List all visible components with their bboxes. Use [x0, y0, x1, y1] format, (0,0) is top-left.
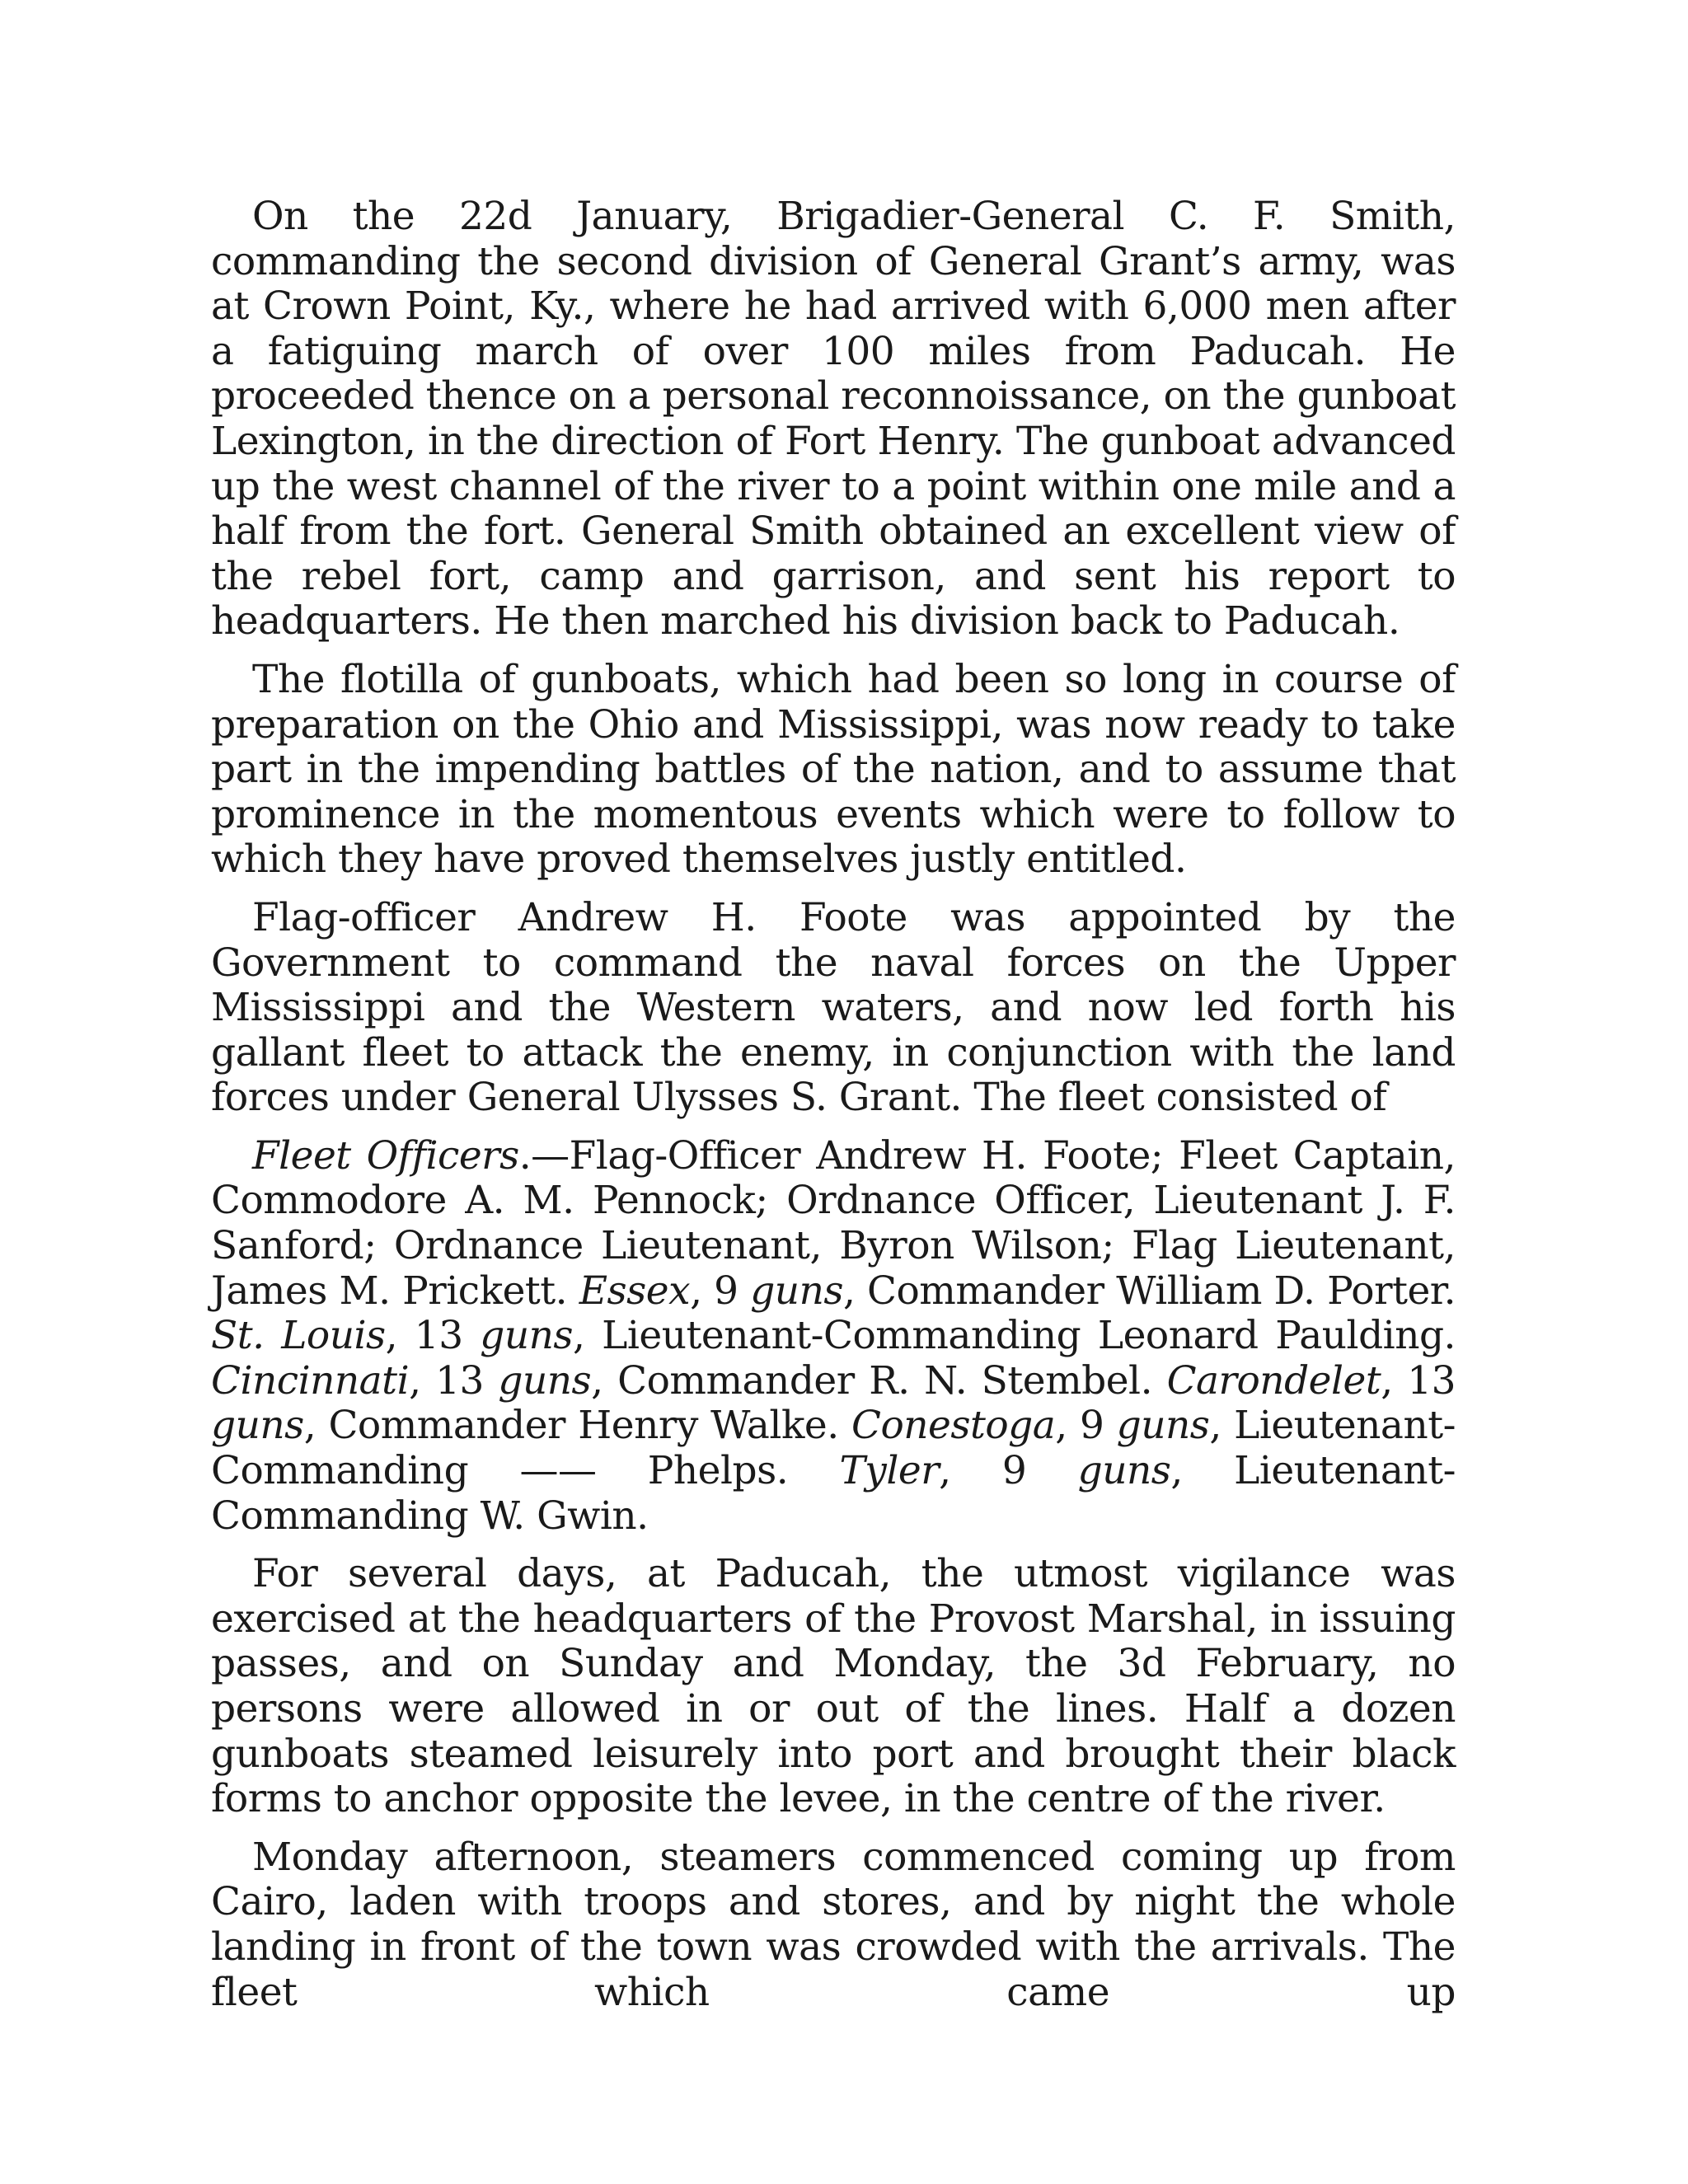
text-run: Flag-officer Andrew H. Foote was appointed by the Government to command the naval forces on the Upper Mississippi and the Western waters, and now led forth his gallant fleet to attack the enemy, in conjunction with the land forces under General Ulysses S. Grant. The fleet consisted of	[211, 894, 1456, 1121]
paragraph-gunboat-flotilla	[211, 658, 1456, 883]
text-run: , 13	[409, 1357, 499, 1404]
text-run: .—Flag-Officer Andrew H. Foote; Fleet Captain, Commodore A. M. Pennock; Ordnance Officer, Lieutenant J. F. Sanford; Ordnance Lieutenant, Byron Wilson; Flag Lieutenant, James M. Prickett.	[211, 1132, 1456, 1314]
text-run: The flotilla of gunboats, which had been so long in course of preparation on the Ohio and Mississippi, was now ready to take part in the impending battles of the nation, and to assume that prominence in the momentous events which were to follow to which they have proved themselves justly entitled.	[211, 656, 1456, 883]
text-run: On the 22d January, Brigadier-General C. F. Smith, commanding the second division of General Grant’s army, was at Crown Point, Ky., where he had arrived with 6,000 men after a fatiguing march of over 100 miles from Paducah. He proceeded thence on a personal reconnoissance, on the gunboat Lexington, in the direction of Fort Henry. The gunboat advanced up the west channel of the river to a point within one mile and a half from the fort. General Smith obtained an excellent view of the rebel fort, camp and garrison, and sent his report to headquarters. He then marched his division back to Paducah.	[211, 194, 1456, 644]
italic-text-run: guns	[1116, 1403, 1210, 1449]
paragraph-steamers-arrival	[211, 1835, 1456, 2015]
paragraph-paducah-vigilance	[211, 1552, 1456, 1822]
italic-text-run: guns	[211, 1403, 304, 1449]
italic-text-run: guns	[498, 1357, 592, 1404]
italic-text-run: Fleet Officers	[252, 1132, 519, 1179]
text-run: , 9	[1055, 1403, 1117, 1449]
text-run: , 9	[690, 1268, 751, 1314]
text-run: , Commander William D. Porter.	[842, 1268, 1456, 1314]
text-run: , 13	[385, 1313, 481, 1359]
italic-text-run: Conestoga	[851, 1403, 1056, 1449]
text-run: , Lieutenant-Commanding Leonard Paulding.	[573, 1313, 1456, 1359]
text-run: Monday afternoon, steamers commenced coming up from Cairo, laden with troops and stores, and by night the whole landing in front of the town was crowded with the arrivals. The fleet which came up	[211, 1834, 1456, 2015]
italic-text-run: Carondelet	[1166, 1357, 1381, 1404]
text-run: , 9	[939, 1448, 1078, 1494]
text-run: For several days, at Paducah, the utmost vigilance was exercised at the headquarters of the Provost Marshal, in issuing passes, and on Sunday and Monday, the 3d February, no persons were allowed in or out of the lines. Half a dozen gunboats steamed leisurely into port and brought their black forms to anchor opposite the levee, in the centre of the river.	[211, 1551, 1456, 1822]
text-run: , 13	[1381, 1357, 1456, 1404]
italic-text-run: Essex	[579, 1268, 691, 1314]
text-run: , Commander R. N. Stembel.	[591, 1357, 1167, 1404]
italic-text-run: St. Louis	[211, 1313, 386, 1359]
italic-text-run: guns	[480, 1313, 574, 1359]
text-run: , Lieutenant-Commanding W. Gwin.	[211, 1448, 1456, 1539]
text-run: , Lieutenant-Commanding —— Phelps.	[211, 1403, 1456, 1494]
italic-text-run: Cincinnati	[211, 1357, 410, 1404]
text-run: , Commander Henry Walke.	[303, 1403, 851, 1449]
italic-text-run: guns	[750, 1268, 843, 1314]
italic-text-run: guns	[1077, 1448, 1171, 1494]
page-text	[211, 194, 1456, 2028]
paragraph-fleet-officers	[211, 1134, 1456, 1539]
paragraph-smith-reconnoissance	[211, 194, 1456, 644]
italic-text-run: Tyler	[839, 1448, 940, 1494]
paragraph-foote-command	[211, 896, 1456, 1121]
